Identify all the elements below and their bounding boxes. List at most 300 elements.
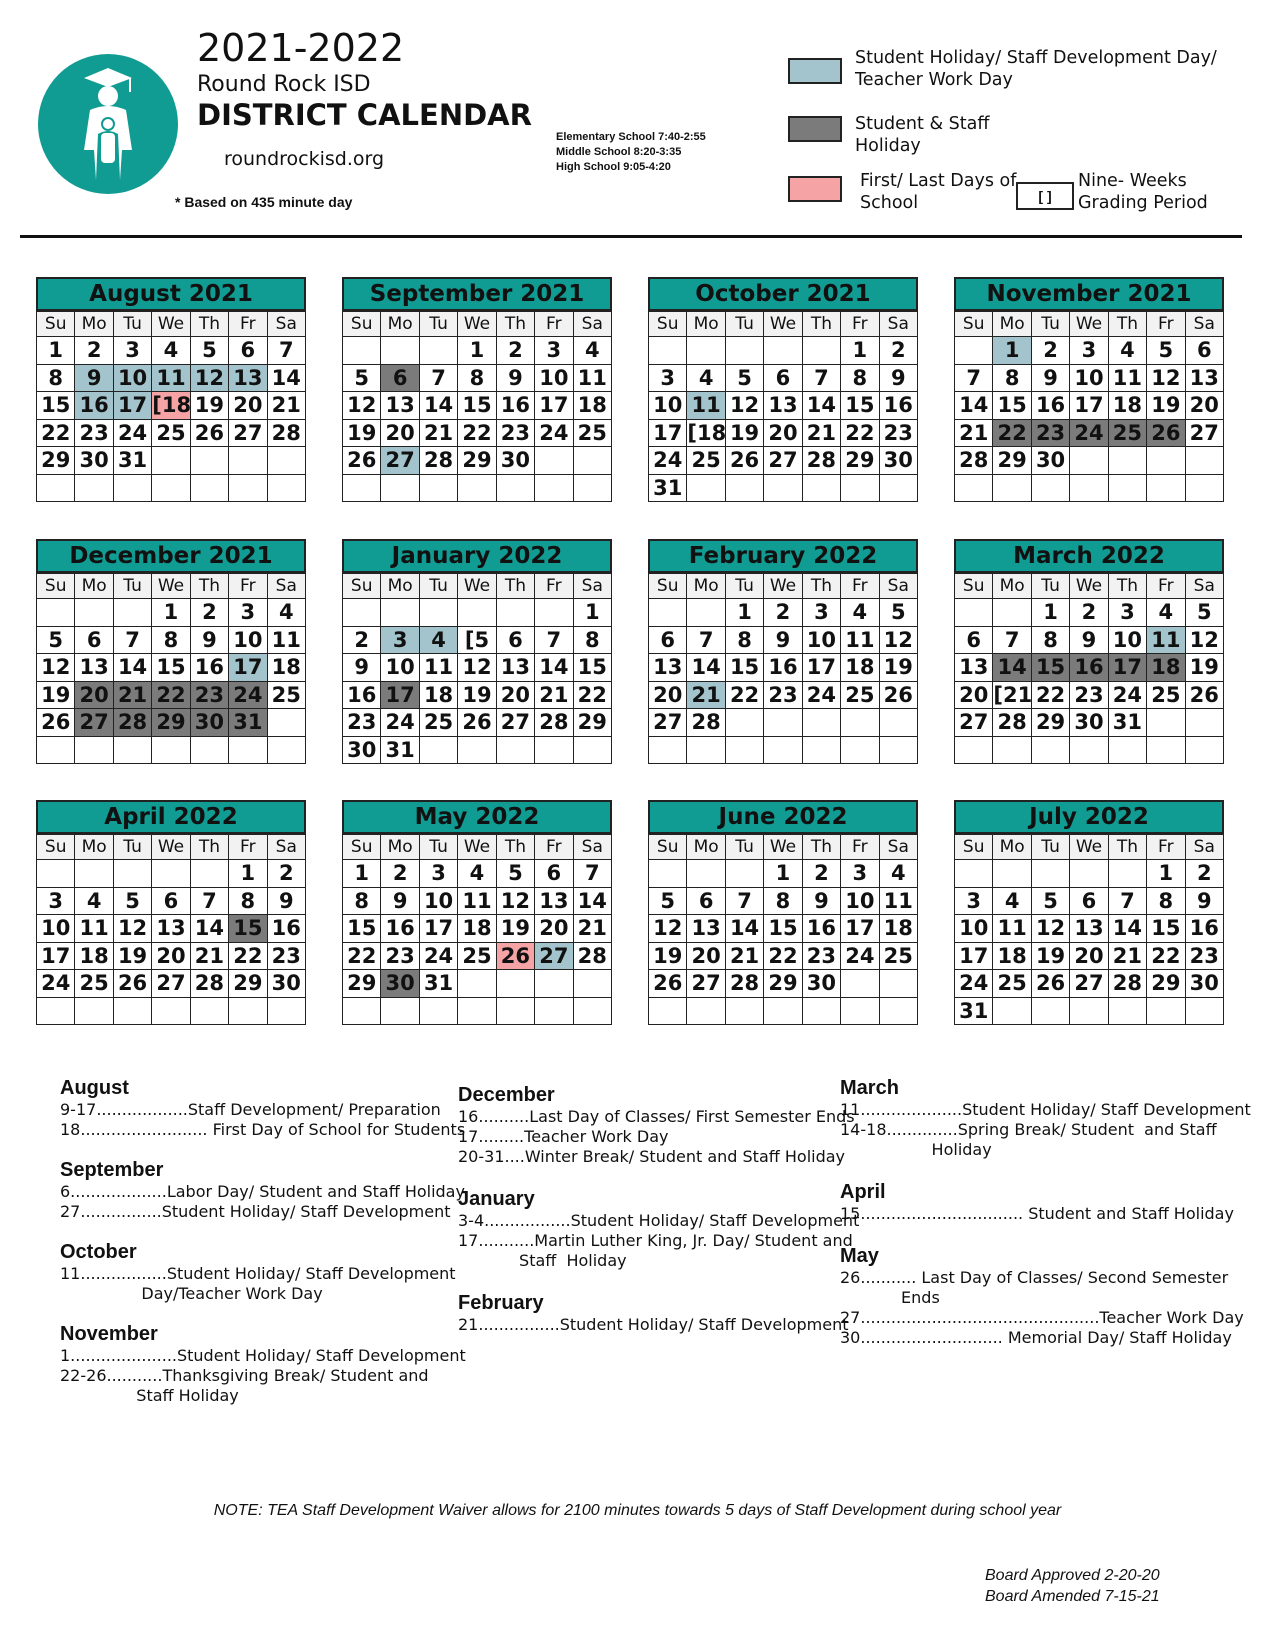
- day-cell[interactable]: 1: [1147, 860, 1185, 888]
- day-cell[interactable]: 22: [764, 942, 802, 970]
- day-cell[interactable]: 3: [381, 626, 419, 654]
- day-cell[interactable]: 13: [496, 654, 534, 682]
- day-cell[interactable]: 4: [1108, 337, 1146, 365]
- day-cell[interactable]: 30: [75, 447, 113, 475]
- day-cell[interactable]: 12: [37, 654, 75, 682]
- day-cell[interactable]: 27: [649, 709, 687, 737]
- day-cell[interactable]: 7: [802, 364, 840, 392]
- day-cell[interactable]: 28: [573, 942, 611, 970]
- day-cell[interactable]: 8: [458, 364, 496, 392]
- day-cell[interactable]: 12: [1031, 915, 1069, 943]
- day-cell[interactable]: 5: [1147, 337, 1185, 365]
- day-cell[interactable]: 19: [1147, 392, 1185, 420]
- day-cell[interactable]: 19: [725, 419, 763, 447]
- day-cell[interactable]: 7: [113, 626, 151, 654]
- day-cell[interactable]: 4: [687, 364, 725, 392]
- day-cell[interactable]: 24: [381, 709, 419, 737]
- day-cell[interactable]: 1: [152, 599, 190, 627]
- day-cell[interactable]: 11: [1108, 364, 1146, 392]
- day-cell[interactable]: 26: [725, 447, 763, 475]
- day-cell[interactable]: 14: [993, 654, 1031, 682]
- day-cell[interactable]: 14: [955, 392, 993, 420]
- day-cell[interactable]: 8: [573, 626, 611, 654]
- day-cell[interactable]: 26: [113, 970, 151, 998]
- day-cell[interactable]: 3: [419, 860, 457, 888]
- day-cell[interactable]: 30: [190, 709, 228, 737]
- day-cell[interactable]: 26: [37, 709, 75, 737]
- day-cell[interactable]: 21: [687, 681, 725, 709]
- day-cell[interactable]: 4: [267, 599, 305, 627]
- day-cell[interactable]: 25: [1147, 681, 1185, 709]
- day-cell[interactable]: 18: [1147, 654, 1185, 682]
- day-cell[interactable]: 23: [1070, 681, 1108, 709]
- day-cell[interactable]: 22: [458, 419, 496, 447]
- day-cell[interactable]: 7: [725, 887, 763, 915]
- day-cell[interactable]: 23: [1031, 419, 1069, 447]
- day-cell[interactable]: 19: [649, 942, 687, 970]
- day-cell[interactable]: 20: [764, 419, 802, 447]
- day-cell[interactable]: 20: [649, 681, 687, 709]
- day-cell[interactable]: 25: [458, 942, 496, 970]
- day-cell[interactable]: 1: [725, 599, 763, 627]
- day-cell[interactable]: 23: [267, 942, 305, 970]
- day-cell[interactable]: 24: [113, 419, 151, 447]
- day-cell[interactable]: 14: [535, 654, 573, 682]
- day-cell[interactable]: 9: [496, 364, 534, 392]
- day-cell[interactable]: 4: [841, 599, 879, 627]
- day-cell[interactable]: 16: [879, 392, 917, 420]
- day-cell[interactable]: 31: [1108, 709, 1146, 737]
- day-cell[interactable]: 5: [343, 364, 381, 392]
- day-cell[interactable]: 9: [190, 626, 228, 654]
- day-cell[interactable]: 17: [841, 915, 879, 943]
- day-cell[interactable]: 2: [381, 860, 419, 888]
- day-cell[interactable]: 11: [687, 392, 725, 420]
- day-cell[interactable]: 28: [955, 447, 993, 475]
- day-cell[interactable]: 18: [573, 392, 611, 420]
- day-cell[interactable]: 13: [764, 392, 802, 420]
- day-cell[interactable]: 2: [1185, 860, 1223, 888]
- day-cell[interactable]: 15: [764, 915, 802, 943]
- day-cell[interactable]: 5: [1031, 887, 1069, 915]
- day-cell[interactable]: 23: [496, 419, 534, 447]
- day-cell[interactable]: 15: [1031, 654, 1069, 682]
- day-cell[interactable]: 18: [879, 915, 917, 943]
- day-cell[interactable]: 14: [725, 915, 763, 943]
- day-cell[interactable]: 10: [1108, 626, 1146, 654]
- day-cell[interactable]: 27: [152, 970, 190, 998]
- day-cell[interactable]: 14: [1108, 915, 1146, 943]
- day-cell[interactable]: 13: [687, 915, 725, 943]
- day-cell[interactable]: 22: [725, 681, 763, 709]
- day-cell[interactable]: 21: [190, 942, 228, 970]
- day-cell[interactable]: 25: [879, 942, 917, 970]
- day-cell[interactable]: 28: [993, 709, 1031, 737]
- day-cell[interactable]: 19: [496, 915, 534, 943]
- day-cell[interactable]: 17: [535, 392, 573, 420]
- day-cell[interactable]: 23: [343, 709, 381, 737]
- day-cell[interactable]: 16: [1070, 654, 1108, 682]
- day-cell[interactable]: 9: [879, 364, 917, 392]
- day-cell[interactable]: 24: [1070, 419, 1108, 447]
- day-cell[interactable]: 17: [381, 681, 419, 709]
- day-cell[interactable]: 25: [75, 970, 113, 998]
- day-cell[interactable]: 17: [419, 915, 457, 943]
- day-cell[interactable]: 27: [535, 942, 573, 970]
- day-cell[interactable]: 27: [496, 709, 534, 737]
- day-cell[interactable]: 8: [343, 887, 381, 915]
- day-cell[interactable]: 18: [267, 654, 305, 682]
- day-cell[interactable]: 1: [458, 337, 496, 365]
- day-cell[interactable]: 11: [573, 364, 611, 392]
- day-cell[interactable]: 15: [37, 392, 75, 420]
- day-cell[interactable]: 6: [229, 337, 267, 365]
- day-cell[interactable]: 3: [535, 337, 573, 365]
- day-cell[interactable]: 14: [419, 392, 457, 420]
- day-cell[interactable]: 19: [1185, 654, 1223, 682]
- day-cell[interactable]: 3: [1108, 599, 1146, 627]
- day-cell[interactable]: 8: [229, 887, 267, 915]
- day-cell[interactable]: 14: [802, 392, 840, 420]
- day-cell[interactable]: 7: [573, 860, 611, 888]
- day-cell[interactable]: 28: [535, 709, 573, 737]
- day-cell[interactable]: 6: [764, 364, 802, 392]
- day-cell[interactable]: 16: [343, 681, 381, 709]
- day-cell[interactable]: 6: [649, 626, 687, 654]
- day-cell[interactable]: [18: [152, 393, 192, 418]
- day-cell[interactable]: 6: [1070, 887, 1108, 915]
- day-cell[interactable]: 13: [152, 915, 190, 943]
- day-cell[interactable]: 8: [1031, 626, 1069, 654]
- day-cell[interactable]: 20: [955, 681, 993, 709]
- day-cell[interactable]: 9: [1070, 626, 1108, 654]
- day-cell[interactable]: 12: [1147, 364, 1185, 392]
- day-cell[interactable]: 2: [343, 626, 381, 654]
- day-cell[interactable]: 10: [955, 915, 993, 943]
- day-cell[interactable]: 3: [229, 599, 267, 627]
- day-cell[interactable]: 15: [458, 392, 496, 420]
- day-cell[interactable]: 12: [879, 626, 917, 654]
- day-cell[interactable]: 21: [725, 942, 763, 970]
- day-cell[interactable]: 29: [1031, 709, 1069, 737]
- day-cell[interactable]: 21: [267, 392, 305, 420]
- day-cell[interactable]: 5: [37, 626, 75, 654]
- day-cell[interactable]: 7: [190, 887, 228, 915]
- day-cell[interactable]: 29: [993, 447, 1031, 475]
- day-cell[interactable]: 30: [879, 447, 917, 475]
- day-cell[interactable]: 15: [343, 915, 381, 943]
- day-cell[interactable]: 15: [229, 915, 267, 943]
- day-cell[interactable]: 7: [1108, 887, 1146, 915]
- day-cell[interactable]: 6: [75, 626, 113, 654]
- day-cell[interactable]: 2: [267, 860, 305, 888]
- day-cell[interactable]: 12: [725, 392, 763, 420]
- day-cell[interactable]: 31: [113, 447, 151, 475]
- day-cell[interactable]: 31: [229, 709, 267, 737]
- day-cell[interactable]: 1: [993, 337, 1031, 365]
- day-cell[interactable]: 26: [458, 709, 496, 737]
- day-cell[interactable]: 22: [841, 419, 879, 447]
- day-cell[interactable]: 27: [687, 970, 725, 998]
- day-cell[interactable]: 12: [458, 654, 496, 682]
- day-cell[interactable]: 15: [1147, 915, 1185, 943]
- day-cell[interactable]: 16: [1031, 392, 1069, 420]
- day-cell[interactable]: 12: [649, 915, 687, 943]
- day-cell[interactable]: 28: [113, 709, 151, 737]
- day-cell[interactable]: 12: [190, 364, 228, 392]
- day-cell[interactable]: 17: [802, 654, 840, 682]
- day-cell[interactable]: 11: [458, 887, 496, 915]
- day-cell[interactable]: 19: [190, 392, 228, 420]
- day-cell[interactable]: 20: [381, 419, 419, 447]
- day-cell[interactable]: 15: [573, 654, 611, 682]
- day-cell[interactable]: 27: [1070, 970, 1108, 998]
- day-cell[interactable]: 2: [496, 337, 534, 365]
- day-cell[interactable]: 6: [1185, 337, 1223, 365]
- day-cell[interactable]: 24: [841, 942, 879, 970]
- day-cell[interactable]: 30: [381, 970, 419, 998]
- day-cell[interactable]: 24: [229, 681, 267, 709]
- day-cell[interactable]: 4: [152, 337, 190, 365]
- day-cell[interactable]: 13: [1185, 364, 1223, 392]
- day-cell[interactable]: 6: [687, 887, 725, 915]
- day-cell[interactable]: 22: [1031, 681, 1069, 709]
- day-cell[interactable]: 11: [75, 915, 113, 943]
- day-cell[interactable]: 13: [381, 392, 419, 420]
- day-cell[interactable]: 19: [879, 654, 917, 682]
- day-cell[interactable]: 29: [573, 709, 611, 737]
- day-cell[interactable]: 23: [190, 681, 228, 709]
- day-cell[interactable]: 11: [267, 626, 305, 654]
- day-cell[interactable]: 6: [152, 887, 190, 915]
- day-cell[interactable]: 9: [75, 364, 113, 392]
- day-cell[interactable]: 10: [535, 364, 573, 392]
- day-cell[interactable]: 5: [496, 860, 534, 888]
- day-cell[interactable]: 10: [802, 626, 840, 654]
- day-cell[interactable]: 4: [879, 860, 917, 888]
- day-cell[interactable]: 27: [229, 419, 267, 447]
- day-cell[interactable]: 21: [1108, 942, 1146, 970]
- day-cell[interactable]: 9: [764, 626, 802, 654]
- day-cell[interactable]: 17: [229, 654, 267, 682]
- day-cell[interactable]: 27: [955, 709, 993, 737]
- day-cell[interactable]: 2: [764, 599, 802, 627]
- day-cell[interactable]: 22: [229, 942, 267, 970]
- day-cell[interactable]: 15: [725, 654, 763, 682]
- day-cell[interactable]: 4: [75, 887, 113, 915]
- day-cell[interactable]: 25: [267, 681, 305, 709]
- day-cell[interactable]: 19: [458, 681, 496, 709]
- day-cell[interactable]: 6: [496, 626, 534, 654]
- day-cell[interactable]: 29: [37, 447, 75, 475]
- day-cell[interactable]: 22: [1147, 942, 1185, 970]
- day-cell[interactable]: 21: [535, 681, 573, 709]
- day-cell[interactable]: 16: [381, 915, 419, 943]
- day-cell[interactable]: 29: [152, 709, 190, 737]
- day-cell[interactable]: 17: [1070, 392, 1108, 420]
- day-cell[interactable]: 16: [75, 392, 113, 420]
- day-cell[interactable]: 19: [113, 942, 151, 970]
- day-cell[interactable]: 2: [1070, 599, 1108, 627]
- day-cell[interactable]: 2: [802, 860, 840, 888]
- day-cell[interactable]: 1: [764, 860, 802, 888]
- day-cell[interactable]: 14: [267, 364, 305, 392]
- day-cell[interactable]: 30: [343, 736, 381, 764]
- day-cell[interactable]: 12: [1185, 626, 1223, 654]
- day-cell[interactable]: 21: [573, 915, 611, 943]
- day-cell[interactable]: 9: [267, 887, 305, 915]
- day-cell[interactable]: 21: [113, 681, 151, 709]
- day-cell[interactable]: 16: [1185, 915, 1223, 943]
- day-cell[interactable]: 13: [955, 654, 993, 682]
- day-cell[interactable]: 14: [573, 887, 611, 915]
- day-cell[interactable]: 4: [993, 887, 1031, 915]
- day-cell[interactable]: 26: [496, 942, 534, 970]
- day-cell[interactable]: 1: [37, 337, 75, 365]
- day-cell[interactable]: 3: [37, 887, 75, 915]
- day-cell[interactable]: 22: [993, 419, 1031, 447]
- day-cell[interactable]: 7: [993, 626, 1031, 654]
- day-cell[interactable]: 9: [1031, 364, 1069, 392]
- day-cell[interactable]: 10: [1070, 364, 1108, 392]
- day-cell[interactable]: 31: [955, 997, 993, 1025]
- day-cell[interactable]: 20: [152, 942, 190, 970]
- day-cell[interactable]: 26: [1185, 681, 1223, 709]
- day-cell[interactable]: 29: [458, 447, 496, 475]
- day-cell[interactable]: 3: [113, 337, 151, 365]
- day-cell[interactable]: 25: [1108, 419, 1146, 447]
- day-cell[interactable]: 23: [381, 942, 419, 970]
- day-cell[interactable]: 28: [267, 419, 305, 447]
- day-cell[interactable]: 29: [229, 970, 267, 998]
- day-cell[interactable]: 5: [879, 599, 917, 627]
- day-cell[interactable]: 31: [649, 474, 687, 502]
- day-cell[interactable]: 9: [381, 887, 419, 915]
- day-cell[interactable]: 20: [496, 681, 534, 709]
- day-cell[interactable]: 13: [649, 654, 687, 682]
- day-cell[interactable]: 13: [229, 364, 267, 392]
- day-cell[interactable]: 1: [841, 337, 879, 365]
- day-cell[interactable]: 8: [993, 364, 1031, 392]
- day-cell[interactable]: 10: [37, 915, 75, 943]
- day-cell[interactable]: 20: [1070, 942, 1108, 970]
- day-cell[interactable]: 24: [1108, 681, 1146, 709]
- day-cell[interactable]: 4: [458, 860, 496, 888]
- day-cell[interactable]: 29: [1147, 970, 1185, 998]
- day-cell[interactable]: 15: [152, 654, 190, 682]
- day-cell[interactable]: 16: [802, 915, 840, 943]
- day-cell[interactable]: 6: [535, 860, 573, 888]
- day-cell[interactable]: 30: [496, 447, 534, 475]
- day-cell[interactable]: 25: [419, 709, 457, 737]
- day-cell[interactable]: 12: [343, 392, 381, 420]
- day-cell[interactable]: 11: [841, 626, 879, 654]
- day-cell[interactable]: 28: [1108, 970, 1146, 998]
- day-cell[interactable]: 17: [955, 942, 993, 970]
- day-cell[interactable]: 8: [841, 364, 879, 392]
- day-cell[interactable]: 30: [1070, 709, 1108, 737]
- day-cell[interactable]: 19: [37, 681, 75, 709]
- day-cell[interactable]: 2: [1031, 337, 1069, 365]
- day-cell[interactable]: 7: [535, 626, 573, 654]
- day-cell[interactable]: 11: [152, 364, 190, 392]
- day-cell[interactable]: 11: [419, 654, 457, 682]
- day-cell[interactable]: 18: [841, 654, 879, 682]
- day-cell[interactable]: 25: [687, 447, 725, 475]
- day-cell[interactable]: 9: [1185, 887, 1223, 915]
- day-cell[interactable]: 19: [343, 419, 381, 447]
- day-cell[interactable]: 3: [1070, 337, 1108, 365]
- day-cell[interactable]: 10: [229, 626, 267, 654]
- day-cell[interactable]: 22: [573, 681, 611, 709]
- day-cell[interactable]: 14: [190, 915, 228, 943]
- day-cell[interactable]: 27: [381, 447, 419, 475]
- day-cell[interactable]: 15: [841, 392, 879, 420]
- day-cell[interactable]: 28: [725, 970, 763, 998]
- day-cell[interactable]: 15: [993, 392, 1031, 420]
- day-cell[interactable]: 20: [229, 392, 267, 420]
- day-cell[interactable]: 11: [879, 887, 917, 915]
- day-cell[interactable]: 18: [75, 942, 113, 970]
- day-cell[interactable]: 10: [419, 887, 457, 915]
- day-cell[interactable]: 5: [113, 887, 151, 915]
- day-cell[interactable]: 14: [113, 654, 151, 682]
- day-cell[interactable]: 26: [649, 970, 687, 998]
- day-cell[interactable]: 16: [764, 654, 802, 682]
- day-cell[interactable]: 2: [879, 337, 917, 365]
- day-cell[interactable]: 29: [343, 970, 381, 998]
- day-cell[interactable]: 16: [267, 915, 305, 943]
- day-cell[interactable]: 30: [1185, 970, 1223, 998]
- day-cell[interactable]: 27: [75, 709, 113, 737]
- day-cell[interactable]: 29: [764, 970, 802, 998]
- day-cell[interactable]: [21: [993, 682, 1033, 707]
- day-cell[interactable]: 25: [993, 970, 1031, 998]
- day-cell[interactable]: 24: [802, 681, 840, 709]
- day-cell[interactable]: 17: [1108, 654, 1146, 682]
- day-cell[interactable]: 27: [764, 447, 802, 475]
- day-cell[interactable]: 3: [802, 599, 840, 627]
- day-cell[interactable]: 28: [419, 447, 457, 475]
- day-cell[interactable]: 12: [113, 915, 151, 943]
- day-cell[interactable]: 5: [190, 337, 228, 365]
- day-cell[interactable]: 4: [1147, 599, 1185, 627]
- day-cell[interactable]: 27: [1185, 419, 1223, 447]
- day-cell[interactable]: 20: [687, 942, 725, 970]
- day-cell[interactable]: 8: [152, 626, 190, 654]
- day-cell[interactable]: 16: [496, 392, 534, 420]
- day-cell[interactable]: 20: [1185, 392, 1223, 420]
- day-cell[interactable]: 9: [343, 654, 381, 682]
- day-cell[interactable]: 10: [841, 887, 879, 915]
- day-cell[interactable]: 1: [1031, 599, 1069, 627]
- day-cell[interactable]: 8: [725, 626, 763, 654]
- day-cell[interactable]: 22: [37, 419, 75, 447]
- day-cell[interactable]: 1: [343, 860, 381, 888]
- day-cell[interactable]: 12: [496, 887, 534, 915]
- day-cell[interactable]: 22: [152, 681, 190, 709]
- day-cell[interactable]: 24: [419, 942, 457, 970]
- day-cell[interactable]: 14: [687, 654, 725, 682]
- day-cell[interactable]: 11: [1147, 626, 1185, 654]
- day-cell[interactable]: 13: [535, 887, 573, 915]
- day-cell[interactable]: 25: [152, 419, 190, 447]
- day-cell[interactable]: 26: [343, 447, 381, 475]
- day-cell[interactable]: 5: [649, 887, 687, 915]
- day-cell[interactable]: 7: [267, 337, 305, 365]
- day-cell[interactable]: 31: [419, 970, 457, 998]
- day-cell[interactable]: 23: [1185, 942, 1223, 970]
